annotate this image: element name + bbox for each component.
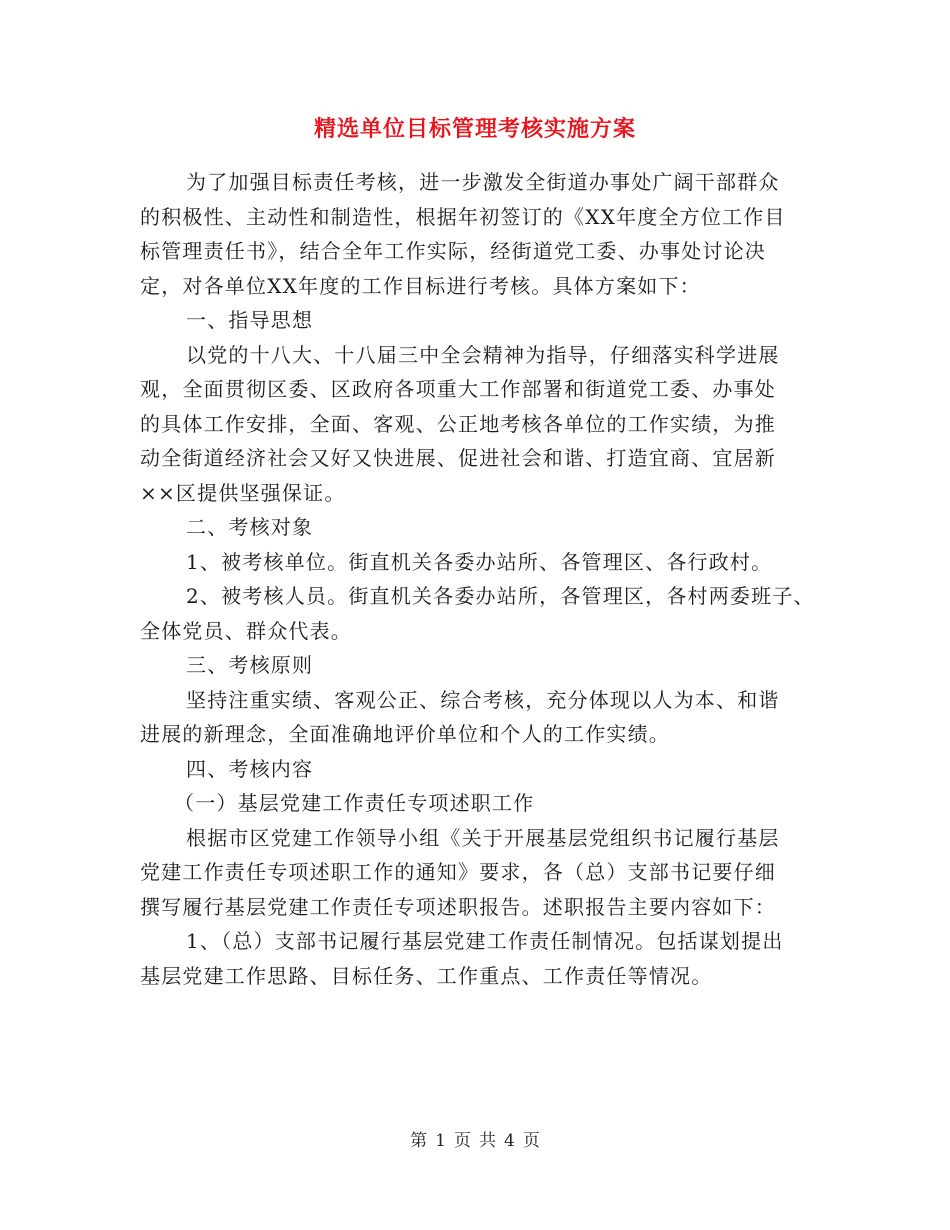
paragraph-line: 撰写履行基层党建工作责任专项述职报告。述职报告主要内容如下：: [140, 894, 776, 919]
paragraph-line: 标管理责任书》，结合全年工作实际，经街道党工委、办事处讨论决: [140, 239, 766, 263]
paragraph-line: 坚持注重实绩、客观公正、综合考核，充分体现以人为本、和谐: [186, 687, 780, 712]
paragraph-line: 党建工作责任专项述职工作的通知》要求，各（总）支部书记要仔细: [140, 860, 776, 884]
footer-label-ye2: 页: [522, 1131, 540, 1151]
paragraph-line: 的积极性、主动性和制造性，根据年初签订的《XX年度全方位工作目: [140, 204, 786, 229]
paragraph-line: 根据市区党建工作领导小组《关于开展基层党组织书记履行基层: [186, 825, 780, 850]
footer-page-current: 1: [435, 1131, 446, 1151]
section-heading: 三、考核原则: [186, 653, 314, 677]
paragraph-line: ××区提供坚强保证。: [140, 480, 346, 505]
paragraph-line: 观，全面贯彻区委、区政府各项重大工作部署和街道党工委、办事处: [140, 377, 776, 401]
section-heading: 四、考核内容: [186, 756, 314, 781]
footer-label-di: 第: [410, 1131, 428, 1151]
document-body: [140, 165, 820, 993]
list-item: 1、（总）支部书记履行基层党建工作责任制情况。包括谋划提出: [186, 929, 784, 953]
page-footer: [0, 1126, 950, 1151]
document-title: 精选单位目标管理考核实施方案: [313, 116, 636, 142]
paragraph-line: 为了加强目标责任考核，进一步激发全街道办事处广阔干部群众: [186, 170, 780, 194]
paragraph-line: 进展的新理念，全面准确地评价单位和个人的工作实绩。: [140, 722, 670, 746]
paragraph-line: 动全街道经济社会又好又快进展、促进社会和谐、打造宜商、宜居新: [140, 446, 776, 470]
footer-page-total: 4: [504, 1131, 515, 1151]
section-heading: 二、考核对象: [186, 515, 314, 539]
footer-label-ye: 页: [454, 1131, 471, 1151]
paragraph-line: 的具体工作安排，全面、客观、公正地考核各单位的工作实绩，为推: [140, 411, 776, 436]
subsection-heading: （一）基层党建工作责任专项述职工作: [174, 791, 535, 815]
paragraph-line: 定，对各单位XX年度的工作目标进行考核。具体方案如下：: [140, 273, 701, 298]
paragraph-line: 以党的十八大、十八届三中全会精神为指导，仔细落实科学进展: [186, 342, 780, 367]
list-item: 2、被考核人员。街直机关各委办站所，各管理区，各村两委班子、: [186, 584, 815, 608]
list-item: 1、被考核单位。街直机关各委办站所、各管理区、各行政村。: [186, 549, 773, 574]
section-heading: 一、指导思想: [186, 308, 314, 332]
paragraph-line: 基层党建工作思路、目标任务、工作重点、工作责任等情况。: [140, 963, 713, 988]
footer-label-gong: 共: [479, 1131, 496, 1151]
paragraph-line: 全体党员、群众代表。: [140, 618, 352, 643]
